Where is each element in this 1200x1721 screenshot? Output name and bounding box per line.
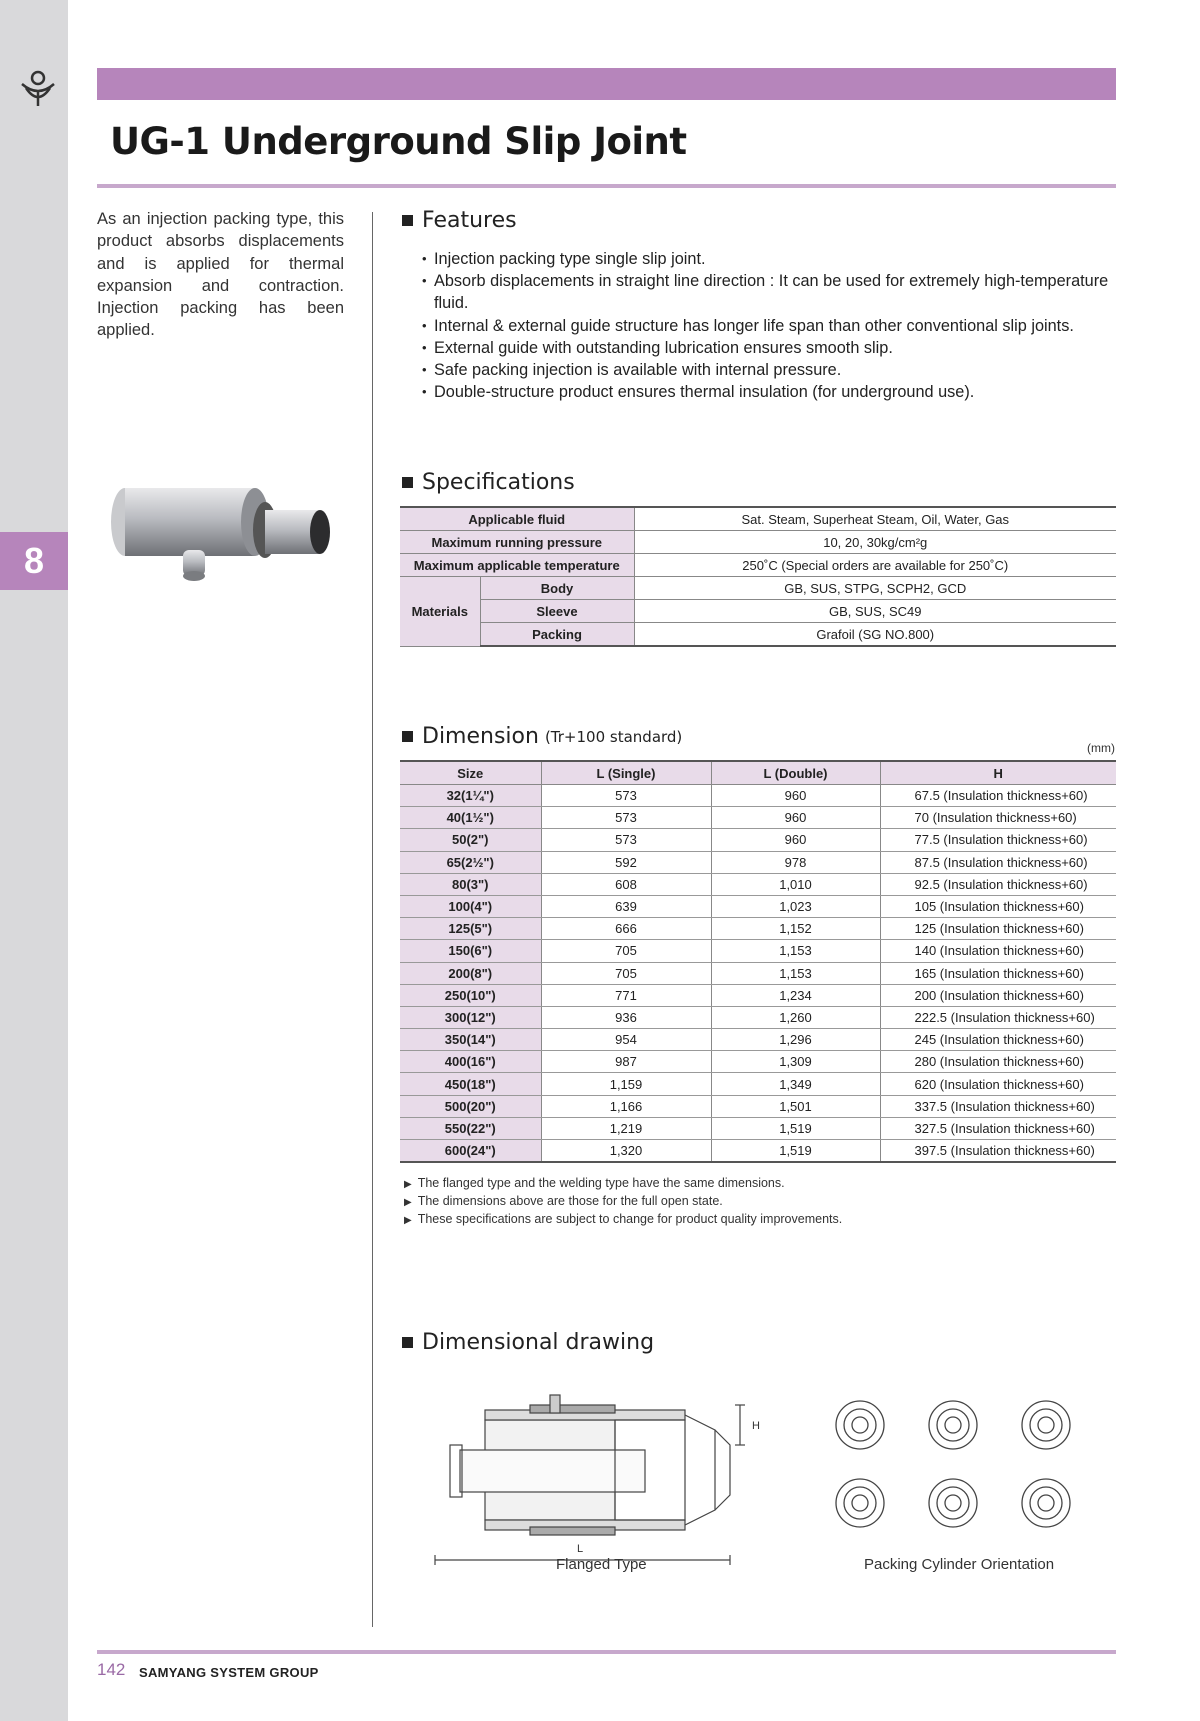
flanged-type-caption: Flanged Type bbox=[556, 1556, 647, 1573]
dimension-l-double-cell: 1,260 bbox=[711, 1006, 880, 1028]
dimension-size-cell: 250(10") bbox=[400, 984, 541, 1006]
note-item: ▶ The flanged type and the welding type have the same dimensions. bbox=[404, 1175, 842, 1193]
dimension-h-cell: 105 (Insulation thickness+60) bbox=[880, 895, 1116, 917]
dimensional-drawing bbox=[430, 1385, 1120, 1575]
square-bullet-icon bbox=[402, 1337, 413, 1348]
dimension-h-cell: 125 (Insulation thickness+60) bbox=[880, 918, 1116, 940]
dimension-l-double-cell: 1,010 bbox=[711, 873, 880, 895]
dimension-h-cell: 337.5 (Insulation thickness+60) bbox=[880, 1095, 1116, 1117]
dimension-l-single-cell: 771 bbox=[541, 984, 711, 1006]
dimension-h-cell: 165 (Insulation thickness+60) bbox=[880, 962, 1116, 984]
table-row bbox=[400, 918, 1116, 940]
dimension-l-double-cell: 1,349 bbox=[711, 1073, 880, 1095]
dimension-size-cell: 300(12") bbox=[400, 1006, 541, 1028]
dimension-h-cell: 245 (Insulation thickness+60) bbox=[880, 1029, 1116, 1051]
dimension-l-double-cell: 1,519 bbox=[711, 1117, 880, 1139]
spec-label: Maximum running pressure bbox=[400, 531, 634, 554]
features-heading-label: Features bbox=[422, 208, 517, 233]
square-bullet-icon bbox=[402, 477, 413, 488]
column-header: L (Double) bbox=[711, 761, 880, 785]
dimension-size-cell: 450(18") bbox=[400, 1073, 541, 1095]
features-heading bbox=[402, 208, 517, 233]
spec-label: Maximum applicable temperature bbox=[400, 554, 634, 577]
square-bullet-icon bbox=[402, 215, 413, 226]
dimension-l-single-cell: 1,159 bbox=[541, 1073, 711, 1095]
table-row bbox=[400, 1140, 1116, 1163]
dimension-h-cell: 92.5 (Insulation thickness+60) bbox=[880, 873, 1116, 895]
specifications-heading bbox=[402, 470, 575, 495]
dimension-size-cell: 40(1½") bbox=[400, 807, 541, 829]
dimension-size-cell: 550(22") bbox=[400, 1117, 541, 1139]
company-name: SAMYANG SYSTEM GROUP bbox=[139, 1665, 319, 1680]
dimension-subheading: (Tr+100 standard) bbox=[544, 727, 683, 746]
spec-label: Materials bbox=[400, 577, 480, 647]
dimension-l-single-cell: 573 bbox=[541, 829, 711, 851]
note-item: ▶ These specifications are subject to change for product quality improvements. bbox=[404, 1211, 842, 1229]
sidebar bbox=[0, 0, 68, 1721]
notes-list bbox=[404, 1175, 842, 1229]
dimension-l-single-cell: 666 bbox=[541, 918, 711, 940]
column-header: H bbox=[880, 761, 1116, 785]
dimension-h-cell: 70 (Insulation thickness+60) bbox=[880, 807, 1116, 829]
dimension-l-double-cell: 1,519 bbox=[711, 1140, 880, 1163]
table-row bbox=[400, 873, 1116, 895]
dimension-h-cell: 140 (Insulation thickness+60) bbox=[880, 940, 1116, 962]
dimension-size-cell: 32(1¼") bbox=[400, 785, 541, 807]
header-bar bbox=[97, 68, 1116, 100]
height-label: H bbox=[752, 1420, 760, 1432]
table-row bbox=[400, 785, 1116, 807]
dimension-l-double-cell: 978 bbox=[711, 851, 880, 873]
table-row bbox=[400, 600, 1116, 623]
dimension-h-cell: 620 (Insulation thickness+60) bbox=[880, 1073, 1116, 1095]
dimension-size-cell: 50(2") bbox=[400, 829, 541, 851]
dimension-size-cell: 100(4") bbox=[400, 895, 541, 917]
table-row bbox=[400, 829, 1116, 851]
table-row bbox=[400, 554, 1116, 577]
table-row bbox=[400, 507, 1116, 531]
dimension-h-cell: 87.5 (Insulation thickness+60) bbox=[880, 851, 1116, 873]
dimension-h-cell: 327.5 (Insulation thickness+60) bbox=[880, 1117, 1116, 1139]
dimension-h-cell: 280 (Insulation thickness+60) bbox=[880, 1051, 1116, 1073]
spec-label: Packing bbox=[480, 623, 634, 647]
feature-item: • Safe packing injection is available with internal pressure. bbox=[422, 359, 1122, 381]
spec-label: Body bbox=[480, 577, 634, 600]
dimension-size-cell: 65(2½") bbox=[400, 851, 541, 873]
spec-value: 10, 20, 30kg/cm²g bbox=[634, 531, 1116, 554]
spec-value: Grafoil (SG NO.800) bbox=[634, 623, 1116, 647]
table-header-row bbox=[400, 761, 1116, 785]
dimension-heading-label: Dimension bbox=[422, 724, 539, 749]
dimension-size-cell: 80(3") bbox=[400, 873, 541, 895]
table-row bbox=[400, 1073, 1116, 1095]
table-row bbox=[400, 851, 1116, 873]
page-title: UG-1 Underground Slip Joint bbox=[110, 120, 687, 163]
intro-text: As an injection packing type, this product absorbs displacements and is applied for thermal expansion and contraction. Injection packing has been applied. bbox=[97, 210, 344, 340]
dimension-l-single-cell: 954 bbox=[541, 1029, 711, 1051]
dimension-table bbox=[400, 760, 1116, 1163]
unit-label: (mm) bbox=[1087, 741, 1115, 755]
dimension-l-double-cell: 1,153 bbox=[711, 940, 880, 962]
dimension-size-cell: 350(14") bbox=[400, 1029, 541, 1051]
dimension-l-double-cell: 960 bbox=[711, 829, 880, 851]
table-row bbox=[400, 1051, 1116, 1073]
dimension-h-cell: 222.5 (Insulation thickness+60) bbox=[880, 1006, 1116, 1028]
dimension-table-body bbox=[400, 785, 1116, 1163]
dimension-l-double-cell: 1,501 bbox=[711, 1095, 880, 1117]
spec-value: GB, SUS, SC49 bbox=[634, 600, 1116, 623]
dimension-l-single-cell: 1,320 bbox=[541, 1140, 711, 1163]
dimension-l-double-cell: 1,023 bbox=[711, 895, 880, 917]
dimension-l-single-cell: 573 bbox=[541, 807, 711, 829]
dimension-h-cell: 67.5 (Insulation thickness+60) bbox=[880, 785, 1116, 807]
dimension-l-double-cell: 1,153 bbox=[711, 962, 880, 984]
table-row bbox=[400, 1095, 1116, 1117]
table-row bbox=[400, 531, 1116, 554]
dimension-size-cell: 600(24") bbox=[400, 1140, 541, 1163]
dimensional-drawing-heading bbox=[402, 1330, 654, 1355]
dimensional-drawing-heading-label: Dimensional drawing bbox=[422, 1330, 655, 1355]
column-divider bbox=[372, 212, 373, 1627]
spec-value: Sat. Steam, Superheat Steam, Oil, Water, Gas bbox=[634, 507, 1116, 531]
dimension-l-single-cell: 639 bbox=[541, 895, 711, 917]
dimension-heading bbox=[402, 724, 682, 749]
column-header: L (Single) bbox=[541, 761, 711, 785]
chapter-tab[interactable]: 8 bbox=[0, 532, 68, 590]
feature-item: • Injection packing type single slip joint. bbox=[422, 248, 1122, 270]
product-photo bbox=[105, 472, 355, 612]
dimension-h-cell: 397.5 (Insulation thickness+60) bbox=[880, 1140, 1116, 1163]
feature-item: • Internal & external guide structure has longer life span than other conventional slip joints. bbox=[422, 315, 1122, 337]
dimension-l-single-cell: 1,166 bbox=[541, 1095, 711, 1117]
dimension-l-double-cell: 1,152 bbox=[711, 918, 880, 940]
spec-value: GB, SUS, STPG, SCPH2, GCD bbox=[634, 577, 1116, 600]
table-row bbox=[400, 895, 1116, 917]
table-row bbox=[400, 623, 1116, 647]
feature-item: • External guide with outstanding lubrication ensures smooth slip. bbox=[422, 337, 1122, 359]
page-number: 142 bbox=[97, 1660, 126, 1679]
feature-item: • Double-structure product ensures thermal insulation (for underground use). bbox=[422, 381, 1122, 403]
title-divider bbox=[97, 184, 1116, 188]
dimension-l-single-cell: 936 bbox=[541, 1006, 711, 1028]
dimension-l-double-cell: 1,309 bbox=[711, 1051, 880, 1073]
table-row bbox=[400, 577, 1116, 600]
spec-value: 250˚C (Special orders are available for 250˚C) bbox=[634, 554, 1116, 577]
dimension-l-single-cell: 705 bbox=[541, 940, 711, 962]
column-header: Size bbox=[400, 761, 541, 785]
spec-label: Applicable fluid bbox=[400, 507, 634, 531]
feature-item: • Absorb displacements in straight line direction : It can be used for extremely high-temperature fluid. bbox=[422, 270, 1122, 314]
table-row bbox=[400, 1029, 1116, 1051]
dimension-l-single-cell: 987 bbox=[541, 1051, 711, 1073]
dimension-l-single-cell: 1,219 bbox=[541, 1117, 711, 1139]
dimension-size-cell: 500(20") bbox=[400, 1095, 541, 1117]
company-logo-icon bbox=[18, 68, 58, 108]
dimension-size-cell: 125(5") bbox=[400, 918, 541, 940]
dimension-l-double-cell: 960 bbox=[711, 785, 880, 807]
dimension-size-cell: 400(16") bbox=[400, 1051, 541, 1073]
table-row bbox=[400, 807, 1116, 829]
table-row bbox=[400, 984, 1116, 1006]
table-row bbox=[400, 940, 1116, 962]
dimension-l-single-cell: 573 bbox=[541, 785, 711, 807]
dimension-l-single-cell: 608 bbox=[541, 873, 711, 895]
table-row bbox=[400, 1117, 1116, 1139]
specifications-heading-label: Specifications bbox=[422, 470, 575, 495]
table-row bbox=[400, 1006, 1116, 1028]
dimension-l-double-cell: 1,234 bbox=[711, 984, 880, 1006]
square-bullet-icon bbox=[402, 731, 413, 742]
specifications-table bbox=[400, 506, 1116, 647]
footer-divider bbox=[97, 1650, 1116, 1654]
orientation-caption: Packing Cylinder Orientation bbox=[864, 1556, 1055, 1573]
dimension-h-cell: 77.5 (Insulation thickness+60) bbox=[880, 829, 1116, 851]
flanged-type-drawing bbox=[435, 1395, 745, 1565]
dimension-size-cell: 200(8") bbox=[400, 962, 541, 984]
dimension-size-cell: 150(6") bbox=[400, 940, 541, 962]
note-item: ▶ The dimensions above are those for the full open state. bbox=[404, 1193, 842, 1211]
spec-label: Sleeve bbox=[480, 600, 634, 623]
dimension-l-double-cell: 1,296 bbox=[711, 1029, 880, 1051]
dimension-l-single-cell: 705 bbox=[541, 962, 711, 984]
packing-cylinder-orientation-drawing bbox=[836, 1401, 1070, 1527]
features-list bbox=[422, 248, 1122, 403]
table-row bbox=[400, 962, 1116, 984]
length-label: L bbox=[576, 1543, 584, 1555]
dimension-h-cell: 200 (Insulation thickness+60) bbox=[880, 984, 1116, 1006]
dimension-l-double-cell: 960 bbox=[711, 807, 880, 829]
dimension-l-single-cell: 592 bbox=[541, 851, 711, 873]
